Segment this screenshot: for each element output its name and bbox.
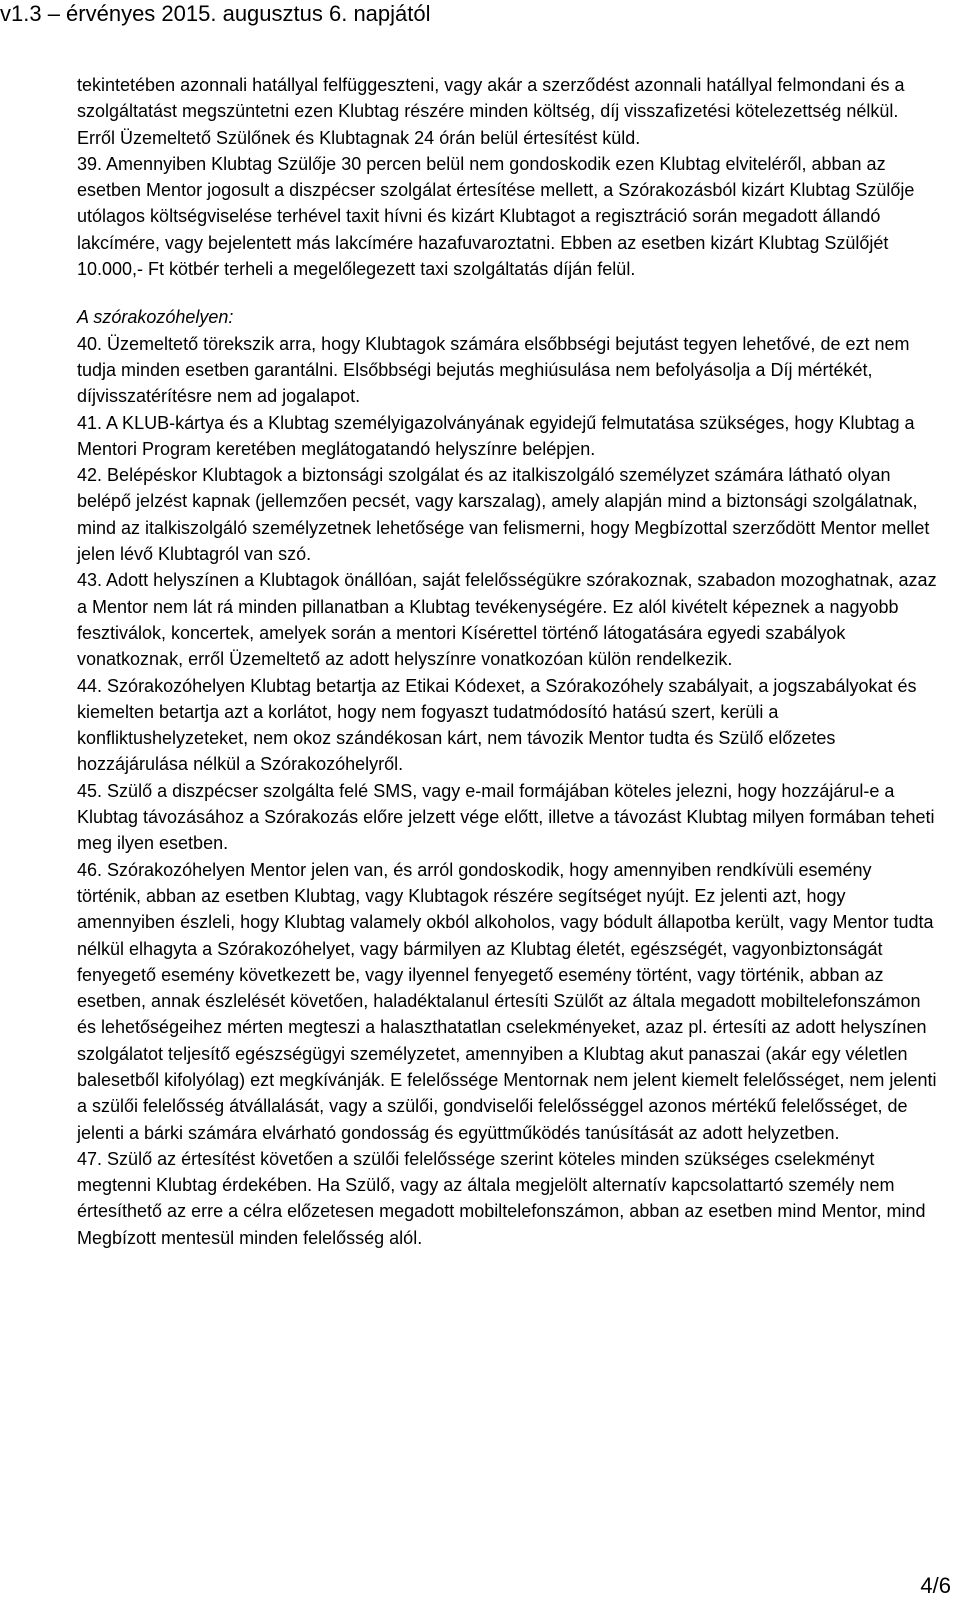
item-text: A KLUB-kártya és a Klubtag személyigazolványának egyidejű felmutatása szükséges, hogy Klubtag a Mentori Program keretében meglátogatandó helyszínre belépjen.	[77, 412, 915, 459]
item-number: 40.	[77, 333, 103, 354]
list-item-47	[77, 1146, 937, 1251]
item-number: 43.	[77, 570, 103, 591]
item-text: Belépéskor Klubtagok a biztonsági szolgálat és az italkiszolgáló személyzet számára látható olyan belépő jelzést kapnak (jellemzően pecsét, vagy karszalag), amely alapján mind a biztonsági szolgálatnak, mind az italkiszolgáló személyzetnek lehetősége van felismerni, hogy Megbízottal szerződött Mentor mellet jelen lévő Klubtagról van szó.	[77, 465, 930, 565]
item-number: 46.	[77, 859, 103, 880]
list-item-44	[77, 673, 937, 778]
continuation-paragraph: tekintetében azonnali hatállyal felfüggeszteni, vagy akár a szerződést azonnali hatállyal felmondani és a szolgáltatást megszüntetni ezen Klubtag részére minden költség, díj visszafizetési kötelezettség nélkül. Erről Üzemeltető Szülőnek és Klubtagnak 24 órán belül értesítést küld.	[77, 75, 905, 148]
list-item-41	[77, 410, 937, 463]
item-text: Szórakozóhelyen Mentor jelen van, és arról gondoskodik, hogy amennyiben rendkívüli esemény történik, abban az esetben Klubtag, vagy Klubtagok részére segítséget nyújt. Ez jelenti azt, hogy amennyiben észleli, hogy Klubtag valamely okból alkoholos, vagy bódult állapotba került, vagy Mentor tudta nélkül elhagyta a Szórakozóhelyet, vagy bármilyen az Klubtag életét, egészségét, vagyonbiztonságát fenyegető esemény következett be, vagy ilyennel fenyegető esemény történt, vagy történik, abban az esetben, annak észlelését követően, haladéktalanul értesíti Szülőt az általa megadott mobiltelefonszámon és lehetőségeihez mérten megteszi a halaszthatatlan cselekményeket, azaz pl. értesíti az adott helyszínen szolgálatot teljesítő egészségügyi személyzetet, amennyiben a Klubtag akut panaszai (akár egy véletlen balesetből kifolyólag) ezt megkívánják. E felelőssége Mentornak nem jelent kiemelt felelősséget, nem jelenti a szülői felelősség átvállalását, vagy a szülői, gondviselői felelősséggel azonos mértékű felelősséget, de jelenti a bárki számára elvárható gondosság és együttműködés tanúsítását az adott helyzetben.	[77, 859, 937, 1143]
item-number: 41.	[77, 412, 103, 433]
list-item-45	[77, 778, 937, 857]
list-item-42	[77, 462, 937, 567]
item-text: Üzemeltető törekszik arra, hogy Klubtagok számára elsőbbségi bejutást tegyen lehetővé, de ezt nem tudja minden esetben garantálni. Elsőbbségi bejutás meghiúsulása nem befolyásolja a Díj mértékét, díjvisszatérítésre nem ad jogalapot.	[77, 333, 910, 407]
list-item-46	[77, 857, 937, 1146]
list-item-40	[77, 331, 937, 410]
page-number: 4/6	[920, 1573, 951, 1598]
document-body	[77, 72, 937, 1251]
item-number: 45.	[77, 780, 103, 801]
item-text: Szülő az értesítést követően a szülői felelőssége szerint köteles minden szükséges cselekményt megtenni Klubtag érdekében. Ha Szülő, vagy az általa megjelölt alternatív kapcsolattartó személy nem értesíthető az erre a célra előzetesen megadott mobiltelefonszámon, abban az esetben mind Mentor, mind Megbízott mentesül minden felelősség alól.	[77, 1148, 926, 1248]
item-number: 47.	[77, 1148, 103, 1169]
item-text: Amennyiben Klubtag Szülője 30 percen belül nem gondoskodik ezen Klubtag elviteléről, abban az esetben Mentor jogosult a diszpécser szolgálat értesítése mellett, a Szórakozásból kizárt Klubtag Szülője utólagos költségviselése terhével taxit hívni és kizárt Klubtagot a regisztráció során megadott állandó lakcímére, vagy bejelentett más lakcímére hazafuvaroztatni. Ebben az esetben kizárt Klubtag Szülőjét 10.000,- Ft kötbér terheli a megelőlegezett taxi szolgáltatás díján felül.	[77, 153, 915, 280]
list-item-39	[77, 151, 937, 282]
item-number: 39.	[77, 153, 103, 174]
item-text: Szórakozóhelyen Klubtag betartja az Etikai Kódexet, a Szórakozóhely szabályait, a jogszabályokat és kiemelten betartja azt a korlátot, hogy nem fogyaszt tudatmódosító hatású szert, kerüli a konfliktushelyzeteket, nem okoz szándékosan kárt, nem távozik Mentor tudta és Szülő előzetes hozzájárulása nélkül a Szórakozóhelyről.	[77, 675, 917, 775]
item-number: 44.	[77, 675, 103, 696]
item-text: Adott helyszínen a Klubtagok önállóan, saját felelősségükre szórakoznak, szabadon mozoghatnak, azaz a Mentor nem lát rá minden pillanatban a Klubtag tevékenységére. Ez alól kivételt képeznek a nagyobb fesztiválok, koncertek, amelyek során a mentori Kísérettel történő látogatására egyedi szabályok vonatkoznak, erről Üzemeltető az adott helyszínre vonatkozóan külön rendelkezik.	[77, 570, 937, 670]
document-version-header: v1.3 – érvényes 2015. augusztus 6. napjától	[0, 1, 431, 26]
list-item-43	[77, 567, 937, 672]
section-heading: A szórakozóhelyen:	[77, 307, 234, 328]
item-number: 42.	[77, 465, 103, 486]
item-text: Szülő a diszpécser szolgálta felé SMS, vagy e-mail formájában köteles jelezni, hogy hozzájárul-e a Klubtag távozásához a Szórakozás előre jelzett vége előtt, illetve a távozást Klubtag milyen formában teheti meg ilyen esetben.	[77, 780, 935, 854]
